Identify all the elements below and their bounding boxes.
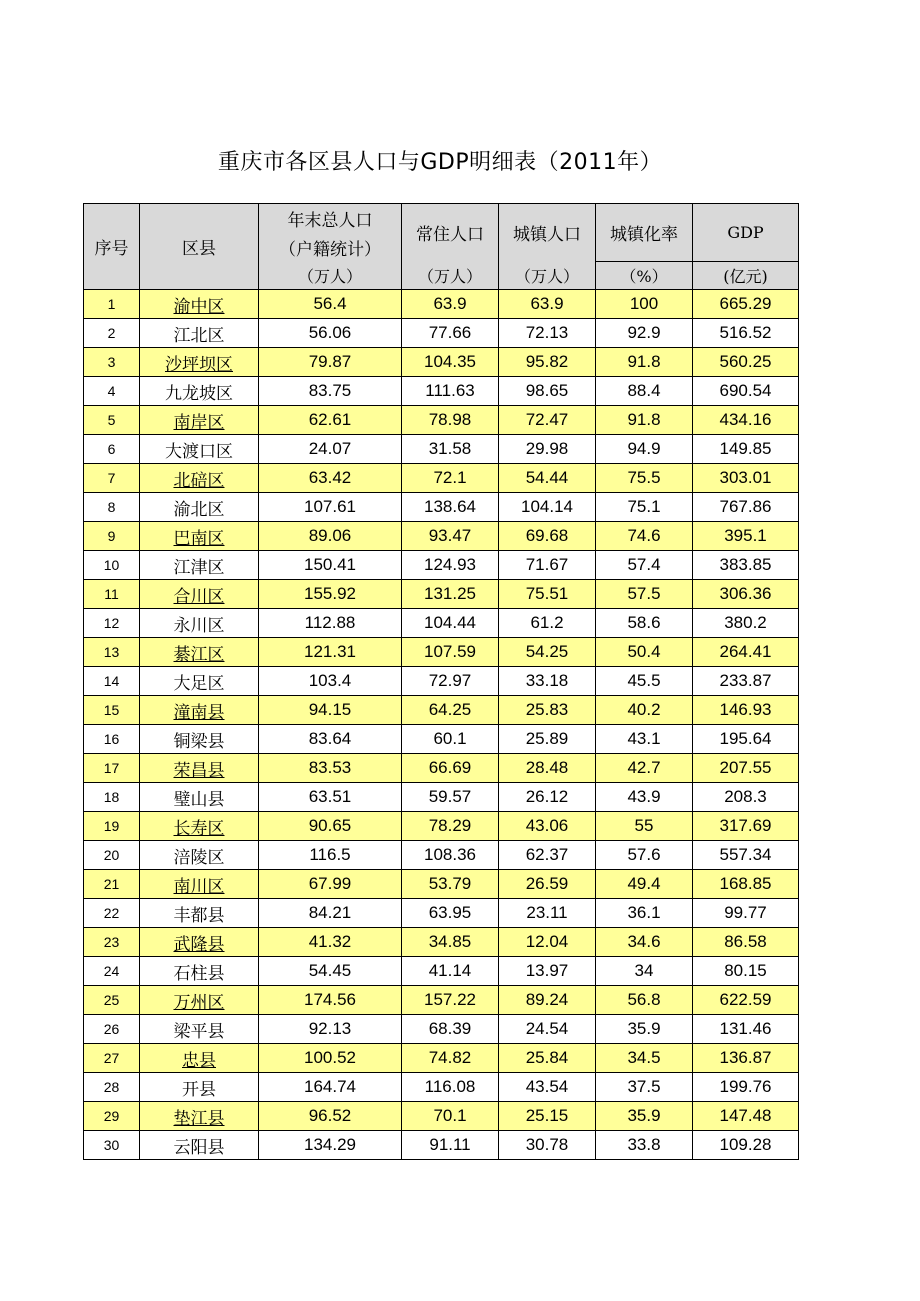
cell-urban-pop: 62.37 <box>499 841 596 870</box>
table-row <box>84 812 799 841</box>
cell-urbanization-rate: 37.5 <box>596 1073 693 1102</box>
district-name: 铜梁县 <box>173 732 225 752</box>
cell-urbanization-rate: 56.8 <box>596 986 693 1015</box>
cell-gdp: 516.52 <box>693 319 799 348</box>
cell-urban-pop: 54.44 <box>499 464 596 493</box>
cell-urbanization-rate: 50.4 <box>596 638 693 667</box>
cell-urban-pop: 43.06 <box>499 812 596 841</box>
cell-seq: 24 <box>84 957 140 986</box>
cell-urban-pop: 61.2 <box>499 609 596 638</box>
cell-seq: 23 <box>84 928 140 957</box>
cell-urban-pop: 72.47 <box>499 406 596 435</box>
cell-gdp: 86.58 <box>693 928 799 957</box>
table-row <box>84 841 799 870</box>
cell-resident-pop: 78.29 <box>402 812 499 841</box>
cell-seq: 2 <box>84 319 140 348</box>
page-title: 重庆市各区县人口与GDP明细表（2011年） <box>217 150 663 175</box>
table-row <box>84 290 799 319</box>
table-row <box>84 667 799 696</box>
cell-total-pop: 155.92 <box>259 580 402 609</box>
district-name: 九龙坡区 <box>165 384 233 404</box>
cell-urban-pop: 63.9 <box>499 290 596 319</box>
cell-district <box>140 841 259 870</box>
cell-gdp: 195.64 <box>693 725 799 754</box>
cell-seq: 28 <box>84 1073 140 1102</box>
cell-seq: 29 <box>84 1102 140 1131</box>
cell-total-pop: 90.65 <box>259 812 402 841</box>
cell-total-pop: 62.61 <box>259 406 402 435</box>
cell-urbanization-rate: 34 <box>596 957 693 986</box>
district-name: 南川区 <box>173 877 225 897</box>
district-name: 垫江县 <box>173 1109 225 1129</box>
cell-total-pop: 84.21 <box>259 899 402 928</box>
cell-resident-pop: 131.25 <box>402 580 499 609</box>
cell-gdp: 665.29 <box>693 290 799 319</box>
table-row <box>84 522 799 551</box>
cell-total-pop: 150.41 <box>259 551 402 580</box>
cell-urban-pop: 13.97 <box>499 957 596 986</box>
cell-total-pop: 96.52 <box>259 1102 402 1131</box>
district-name: 渝北区 <box>173 500 225 520</box>
cell-urban-pop: 54.25 <box>499 638 596 667</box>
district-name: 忠县 <box>182 1051 216 1071</box>
cell-urban-pop: 28.48 <box>499 754 596 783</box>
cell-gdp: 303.01 <box>693 464 799 493</box>
cell-total-pop: 67.99 <box>259 870 402 899</box>
cell-gdp: 109.28 <box>693 1131 799 1160</box>
cell-seq: 8 <box>84 493 140 522</box>
cell-resident-pop: 60.1 <box>402 725 499 754</box>
cell-resident-pop: 78.98 <box>402 406 499 435</box>
table-row <box>84 377 799 406</box>
population-gdp-table <box>83 203 799 1160</box>
cell-gdp: 306.36 <box>693 580 799 609</box>
cell-urban-pop: 26.59 <box>499 870 596 899</box>
table-row <box>84 435 799 464</box>
header-total-pop-line1: 年末总人口 <box>259 204 402 233</box>
cell-urbanization-rate: 35.9 <box>596 1015 693 1044</box>
cell-gdp: 264.41 <box>693 638 799 667</box>
cell-urbanization-rate: 34.6 <box>596 928 693 957</box>
table-row <box>84 348 799 377</box>
cell-total-pop: 134.29 <box>259 1131 402 1160</box>
cell-gdp: 147.48 <box>693 1102 799 1131</box>
cell-district <box>140 1102 259 1131</box>
cell-district <box>140 1131 259 1160</box>
cell-district <box>140 551 259 580</box>
cell-district <box>140 1015 259 1044</box>
cell-resident-pop: 77.66 <box>402 319 499 348</box>
cell-gdp: 434.16 <box>693 406 799 435</box>
cell-resident-pop: 104.35 <box>402 348 499 377</box>
cell-total-pop: 41.32 <box>259 928 402 957</box>
cell-urban-pop: 30.78 <box>499 1131 596 1160</box>
district-name: 璧山县 <box>173 790 225 810</box>
table-row <box>84 1131 799 1160</box>
cell-urban-pop: 98.65 <box>499 377 596 406</box>
cell-seq: 4 <box>84 377 140 406</box>
cell-total-pop: 24.07 <box>259 435 402 464</box>
header-urban-pop: 城镇人口 <box>499 204 596 262</box>
district-name: 万州区 <box>173 993 225 1013</box>
cell-district <box>140 696 259 725</box>
cell-total-pop: 107.61 <box>259 493 402 522</box>
cell-urbanization-rate: 57.5 <box>596 580 693 609</box>
cell-urban-pop: 25.83 <box>499 696 596 725</box>
table-row <box>84 986 799 1015</box>
cell-district <box>140 319 259 348</box>
cell-gdp: 168.85 <box>693 870 799 899</box>
cell-district <box>140 725 259 754</box>
cell-urbanization-rate: 74.6 <box>596 522 693 551</box>
cell-urbanization-rate: 100 <box>596 290 693 319</box>
cell-total-pop: 63.42 <box>259 464 402 493</box>
cell-urban-pop: 72.13 <box>499 319 596 348</box>
cell-district <box>140 493 259 522</box>
cell-seq: 22 <box>84 899 140 928</box>
cell-seq: 13 <box>84 638 140 667</box>
cell-district <box>140 464 259 493</box>
cell-district <box>140 928 259 957</box>
cell-total-pop: 56.4 <box>259 290 402 319</box>
cell-total-pop: 83.75 <box>259 377 402 406</box>
cell-urbanization-rate: 94.9 <box>596 435 693 464</box>
cell-resident-pop: 66.69 <box>402 754 499 783</box>
cell-gdp: 80.15 <box>693 957 799 986</box>
cell-seq: 5 <box>84 406 140 435</box>
cell-seq: 20 <box>84 841 140 870</box>
cell-total-pop: 100.52 <box>259 1044 402 1073</box>
table-row <box>84 696 799 725</box>
header-total-pop-unit: （万人） <box>259 262 402 290</box>
cell-resident-pop: 157.22 <box>402 986 499 1015</box>
cell-urbanization-rate: 57.4 <box>596 551 693 580</box>
cell-urbanization-rate: 55 <box>596 812 693 841</box>
cell-total-pop: 94.15 <box>259 696 402 725</box>
cell-resident-pop: 53.79 <box>402 870 499 899</box>
cell-urbanization-rate: 92.9 <box>596 319 693 348</box>
table-row <box>84 551 799 580</box>
table-row <box>84 899 799 928</box>
cell-gdp: 208.3 <box>693 783 799 812</box>
cell-total-pop: 112.88 <box>259 609 402 638</box>
cell-urbanization-rate: 42.7 <box>596 754 693 783</box>
cell-urban-pop: 24.54 <box>499 1015 596 1044</box>
table-row <box>84 609 799 638</box>
cell-urbanization-rate: 58.6 <box>596 609 693 638</box>
cell-urban-pop: 71.67 <box>499 551 596 580</box>
cell-district <box>140 754 259 783</box>
cell-urban-pop: 33.18 <box>499 667 596 696</box>
cell-urban-pop: 75.51 <box>499 580 596 609</box>
district-name: 永川区 <box>173 616 225 636</box>
header-resident-pop-unit: （万人） <box>402 262 499 290</box>
cell-total-pop: 54.45 <box>259 957 402 986</box>
cell-urban-pop: 95.82 <box>499 348 596 377</box>
cell-seq: 11 <box>84 580 140 609</box>
cell-resident-pop: 70.1 <box>402 1102 499 1131</box>
cell-gdp: 207.55 <box>693 754 799 783</box>
cell-resident-pop: 31.58 <box>402 435 499 464</box>
cell-district <box>140 957 259 986</box>
header-gdp: GDP <box>693 204 799 262</box>
cell-total-pop: 56.06 <box>259 319 402 348</box>
cell-urbanization-rate: 43.1 <box>596 725 693 754</box>
district-name: 长寿区 <box>173 819 225 839</box>
table-row <box>84 580 799 609</box>
table-row <box>84 1015 799 1044</box>
cell-gdp: 557.34 <box>693 841 799 870</box>
header-urbanization: 城镇化率 <box>596 204 693 262</box>
cell-gdp: 560.25 <box>693 348 799 377</box>
cell-urbanization-rate: 49.4 <box>596 870 693 899</box>
cell-resident-pop: 116.08 <box>402 1073 499 1102</box>
cell-district <box>140 290 259 319</box>
cell-resident-pop: 59.57 <box>402 783 499 812</box>
table-row <box>84 957 799 986</box>
cell-district <box>140 1073 259 1102</box>
district-name: 巴南区 <box>173 529 225 549</box>
district-name: 石柱县 <box>173 964 225 984</box>
cell-urban-pop: 25.84 <box>499 1044 596 1073</box>
district-name: 大足区 <box>173 674 225 694</box>
cell-total-pop: 103.4 <box>259 667 402 696</box>
cell-seq: 9 <box>84 522 140 551</box>
cell-total-pop: 121.31 <box>259 638 402 667</box>
header-district: 区县 <box>140 204 259 290</box>
cell-urban-pop: 12.04 <box>499 928 596 957</box>
header-urban-pop-unit: （万人） <box>499 262 596 290</box>
cell-gdp: 380.2 <box>693 609 799 638</box>
cell-district <box>140 522 259 551</box>
cell-district <box>140 580 259 609</box>
cell-seq: 19 <box>84 812 140 841</box>
table-row <box>84 1044 799 1073</box>
cell-urban-pop: 104.14 <box>499 493 596 522</box>
cell-total-pop: 89.06 <box>259 522 402 551</box>
cell-urbanization-rate: 33.8 <box>596 1131 693 1160</box>
cell-urbanization-rate: 45.5 <box>596 667 693 696</box>
table-row <box>84 493 799 522</box>
cell-district <box>140 812 259 841</box>
cell-gdp: 383.85 <box>693 551 799 580</box>
table-row <box>84 464 799 493</box>
cell-district <box>140 986 259 1015</box>
cell-urban-pop: 69.68 <box>499 522 596 551</box>
cell-urbanization-rate: 36.1 <box>596 899 693 928</box>
cell-resident-pop: 104.44 <box>402 609 499 638</box>
cell-seq: 3 <box>84 348 140 377</box>
cell-district <box>140 609 259 638</box>
cell-district <box>140 348 259 377</box>
cell-seq: 6 <box>84 435 140 464</box>
cell-seq: 17 <box>84 754 140 783</box>
cell-resident-pop: 68.39 <box>402 1015 499 1044</box>
cell-district <box>140 377 259 406</box>
cell-gdp: 690.54 <box>693 377 799 406</box>
cell-urban-pop: 25.89 <box>499 725 596 754</box>
cell-total-pop: 63.51 <box>259 783 402 812</box>
cell-district <box>140 783 259 812</box>
district-name: 潼南县 <box>173 703 225 723</box>
cell-seq: 10 <box>84 551 140 580</box>
cell-gdp: 233.87 <box>693 667 799 696</box>
cell-total-pop: 174.56 <box>259 986 402 1015</box>
cell-total-pop: 92.13 <box>259 1015 402 1044</box>
cell-total-pop: 83.53 <box>259 754 402 783</box>
cell-urbanization-rate: 34.5 <box>596 1044 693 1073</box>
cell-district <box>140 1044 259 1073</box>
cell-urban-pop: 89.24 <box>499 986 596 1015</box>
cell-total-pop: 79.87 <box>259 348 402 377</box>
cell-gdp: 131.46 <box>693 1015 799 1044</box>
table-row <box>84 783 799 812</box>
district-name: 北碚区 <box>173 471 225 491</box>
cell-resident-pop: 34.85 <box>402 928 499 957</box>
cell-urban-pop: 23.11 <box>499 899 596 928</box>
table-row <box>84 754 799 783</box>
cell-urbanization-rate: 40.2 <box>596 696 693 725</box>
header-urbanization-unit: （%） <box>596 262 693 290</box>
cell-resident-pop: 63.95 <box>402 899 499 928</box>
district-name: 云阳县 <box>173 1138 225 1158</box>
cell-urbanization-rate: 91.8 <box>596 406 693 435</box>
cell-urban-pop: 25.15 <box>499 1102 596 1131</box>
cell-resident-pop: 124.93 <box>402 551 499 580</box>
district-name: 合川区 <box>173 587 225 607</box>
cell-gdp: 99.77 <box>693 899 799 928</box>
cell-district <box>140 667 259 696</box>
cell-resident-pop: 72.97 <box>402 667 499 696</box>
cell-gdp: 317.69 <box>693 812 799 841</box>
cell-resident-pop: 41.14 <box>402 957 499 986</box>
cell-resident-pop: 111.63 <box>402 377 499 406</box>
cell-resident-pop: 91.11 <box>402 1131 499 1160</box>
cell-district <box>140 870 259 899</box>
district-name: 大渡口区 <box>165 442 233 462</box>
cell-district <box>140 899 259 928</box>
cell-gdp: 767.86 <box>693 493 799 522</box>
cell-seq: 18 <box>84 783 140 812</box>
cell-urbanization-rate: 75.1 <box>596 493 693 522</box>
district-name: 江津区 <box>173 558 225 578</box>
table-row <box>84 870 799 899</box>
cell-resident-pop: 64.25 <box>402 696 499 725</box>
cell-seq: 21 <box>84 870 140 899</box>
cell-resident-pop: 72.1 <box>402 464 499 493</box>
cell-total-pop: 83.64 <box>259 725 402 754</box>
district-name: 荣昌县 <box>173 761 225 781</box>
cell-resident-pop: 107.59 <box>402 638 499 667</box>
cell-gdp: 199.76 <box>693 1073 799 1102</box>
header-gdp-unit: (亿元) <box>693 262 799 290</box>
cell-district <box>140 638 259 667</box>
cell-gdp: 136.87 <box>693 1044 799 1073</box>
district-name: 武隆县 <box>173 935 225 955</box>
cell-urbanization-rate: 57.6 <box>596 841 693 870</box>
district-name: 沙坪坝区 <box>165 355 233 375</box>
table-row <box>84 928 799 957</box>
header-seq: 序号 <box>84 204 140 290</box>
cell-resident-pop: 63.9 <box>402 290 499 319</box>
header-total-pop-line2: （户籍统计） <box>259 233 402 262</box>
district-name: 涪陵区 <box>173 848 225 868</box>
cell-urbanization-rate: 35.9 <box>596 1102 693 1131</box>
cell-resident-pop: 108.36 <box>402 841 499 870</box>
cell-seq: 7 <box>84 464 140 493</box>
district-name: 丰都县 <box>173 906 225 926</box>
cell-district <box>140 406 259 435</box>
cell-seq: 27 <box>84 1044 140 1073</box>
cell-seq: 26 <box>84 1015 140 1044</box>
cell-seq: 1 <box>84 290 140 319</box>
district-name: 南岸区 <box>173 413 225 433</box>
district-name: 渝中区 <box>173 297 225 317</box>
cell-seq: 12 <box>84 609 140 638</box>
district-name: 梁平县 <box>173 1022 225 1042</box>
cell-resident-pop: 138.64 <box>402 493 499 522</box>
table-row <box>84 319 799 348</box>
cell-total-pop: 164.74 <box>259 1073 402 1102</box>
cell-gdp: 395.1 <box>693 522 799 551</box>
cell-seq: 30 <box>84 1131 140 1160</box>
cell-seq: 14 <box>84 667 140 696</box>
cell-urbanization-rate: 43.9 <box>596 783 693 812</box>
cell-total-pop: 116.5 <box>259 841 402 870</box>
cell-gdp: 146.93 <box>693 696 799 725</box>
cell-urbanization-rate: 75.5 <box>596 464 693 493</box>
table-row <box>84 1102 799 1131</box>
cell-urban-pop: 29.98 <box>499 435 596 464</box>
cell-seq: 15 <box>84 696 140 725</box>
cell-urbanization-rate: 91.8 <box>596 348 693 377</box>
table-row <box>84 1073 799 1102</box>
cell-district <box>140 435 259 464</box>
table-row <box>84 638 799 667</box>
district-name: 开县 <box>182 1080 216 1100</box>
table-row <box>84 406 799 435</box>
cell-urban-pop: 26.12 <box>499 783 596 812</box>
cell-urban-pop: 43.54 <box>499 1073 596 1102</box>
district-name: 江北区 <box>173 326 225 346</box>
cell-resident-pop: 93.47 <box>402 522 499 551</box>
cell-gdp: 622.59 <box>693 986 799 1015</box>
cell-resident-pop: 74.82 <box>402 1044 499 1073</box>
header-resident-pop: 常住人口 <box>402 204 499 262</box>
district-name: 綦江区 <box>173 645 225 665</box>
cell-urbanization-rate: 88.4 <box>596 377 693 406</box>
cell-seq: 25 <box>84 986 140 1015</box>
cell-seq: 16 <box>84 725 140 754</box>
cell-gdp: 149.85 <box>693 435 799 464</box>
table-row <box>84 725 799 754</box>
